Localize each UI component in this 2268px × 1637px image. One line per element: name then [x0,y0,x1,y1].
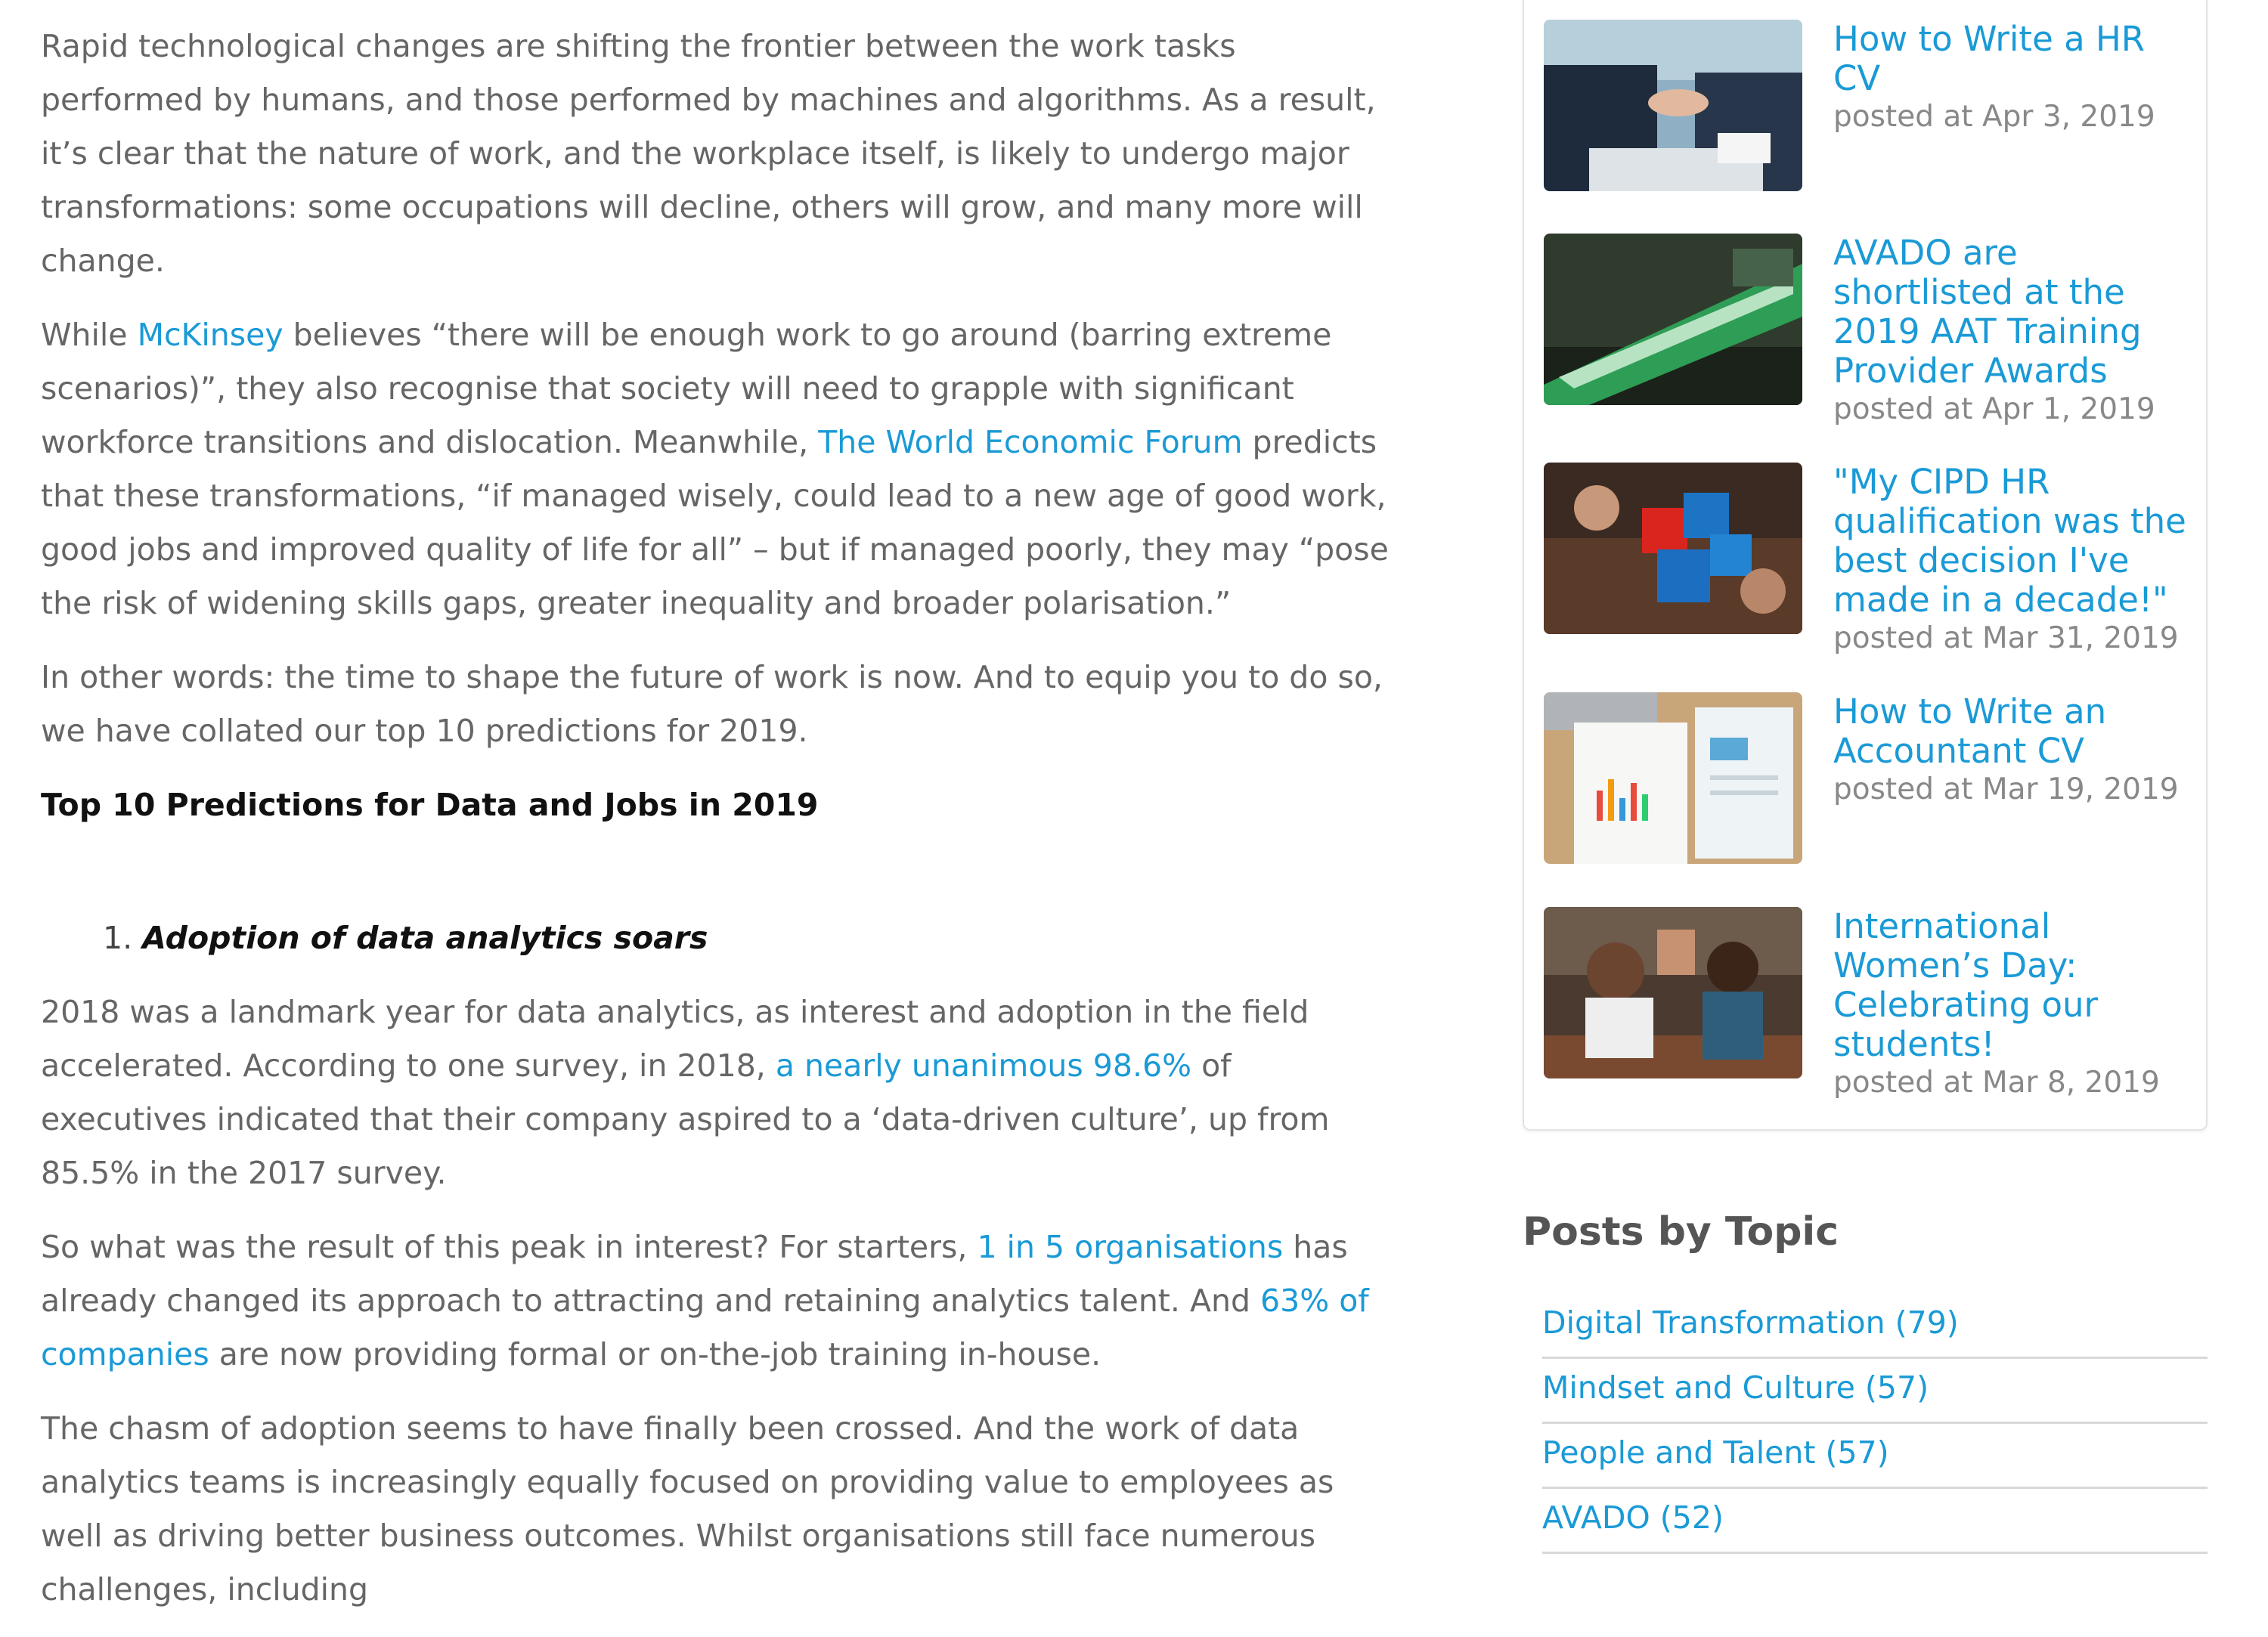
post-title-link[interactable]: How to Write an Accountant CV [1833,692,2107,771]
paragraph-peak-interest: So what was the result of this peak in interest? For starters, 1 in 5 organisations has already changed its approach to attracting and retaining analytics talent. And 63% of companies are now providing formal or on-the-job training in-house. [41,1229,1369,1372]
topic-link[interactable]: People and Talent (57) [1542,1424,2208,1489]
topic-link[interactable]: AVADO (52) [1542,1489,2208,1554]
section-title: Adoption of data analytics soars [142,920,708,956]
paragraph-forecasts: While McKinsey believes “there will be enough work to go around (barring extreme scenarios)”, they also recognise that society will need to grapple with significant workforce transitions and dislocation. Meanwhile, The World Economic Forum predicts that these transformations, “if managed wisely, could lead to a new age of good work, good jobs and improved quality of life for all” – but if managed poorly, they may “pose the risk of widening skills gaps, greater inequality and broader polarisation.” [41,317,1389,621]
section-number: 1. [103,920,133,956]
posts-by-topic-title: Posts by Topic [1523,1209,1839,1255]
paragraph-landmark-year: 2018 was a landmark year for data analytics, as interest and adoption in the field accelerated. According to one survey, in 2018, a nearly unanimous 98.6% of executives indicated that their company aspired to a ‘data-driven culture’, up from 85.5% in the 2017 survey. [41,994,1330,1191]
handshake-photo[interactable] [1544,20,1802,191]
post-date: posted at Mar 31, 2019 [1833,621,2179,655]
post-title-link[interactable]: How to Write a HR CV [1833,19,2146,98]
survey-link[interactable]: a nearly unanimous 98.6% [775,1047,1192,1084]
article-heading: Top 10 Predictions for Data and Jobs in 2019 [41,787,819,823]
topic-link[interactable]: Mindset and Culture (57) [1542,1359,2208,1424]
charts-on-desk-photo[interactable] [1544,692,1802,864]
recent-posts-card [1523,0,2208,1131]
post-date: posted at Apr 1, 2019 [1833,392,2155,426]
paragraph-chasm: The chasm of adoption seems to have finally been crossed. And the work of data analytics teams is increasingly equally focused on providing value to employees as well as driving better business outcomes. Whilst organisations still face numerous challenges, including [41,1410,1334,1608]
article-body [41,20,1402,1637]
post-date: posted at Apr 3, 2019 [1833,100,2155,134]
post-title-link[interactable]: International Women’s Day: Celebrating our students! [1833,906,2099,1064]
post-date: posted at Mar 8, 2019 [1833,1066,2160,1100]
post-date: posted at Mar 19, 2019 [1833,772,2179,806]
aat-logo-row-photo[interactable] [1544,234,1802,405]
puzzle-pieces-photo[interactable] [1544,463,1802,634]
paragraph-other-words: In other words: the time to shape the future of work is now. And to equip you to do so, we have collated our top 10 predictions for 2019. [41,659,1383,749]
high-five-photo[interactable] [1544,907,1802,1078]
organisations-link[interactable]: 1 in 5 organisations [977,1229,1284,1265]
topic-link[interactable]: Digital Transformation (79) [1542,1294,2208,1359]
mckinsey-link[interactable]: McKinsey [137,317,284,353]
post-title-link[interactable]: AVADO are shortlisted at the 2019 AAT Training Provider Awards [1833,233,2142,391]
section-heading-1 [103,911,1402,965]
intro-paragraph: Rapid technological changes are shifting the frontier between the work tasks performed by humans, and those performed by machines and algorithms. As a result, it’s clear that the nature of work, and the workplace itself, is likely to undergo major transformations: some occupations will decline, others will grow, and many more will change. [41,28,1376,279]
post-title-link[interactable]: "My CIPD HR qualification was the best decision I've made in a decade!" [1833,462,2186,620]
companies-link[interactable]: 63% of companies [41,1283,1369,1372]
topics-list [1542,1294,2208,1554]
world-economic-forum-link[interactable]: The World Economic Forum [818,424,1243,460]
